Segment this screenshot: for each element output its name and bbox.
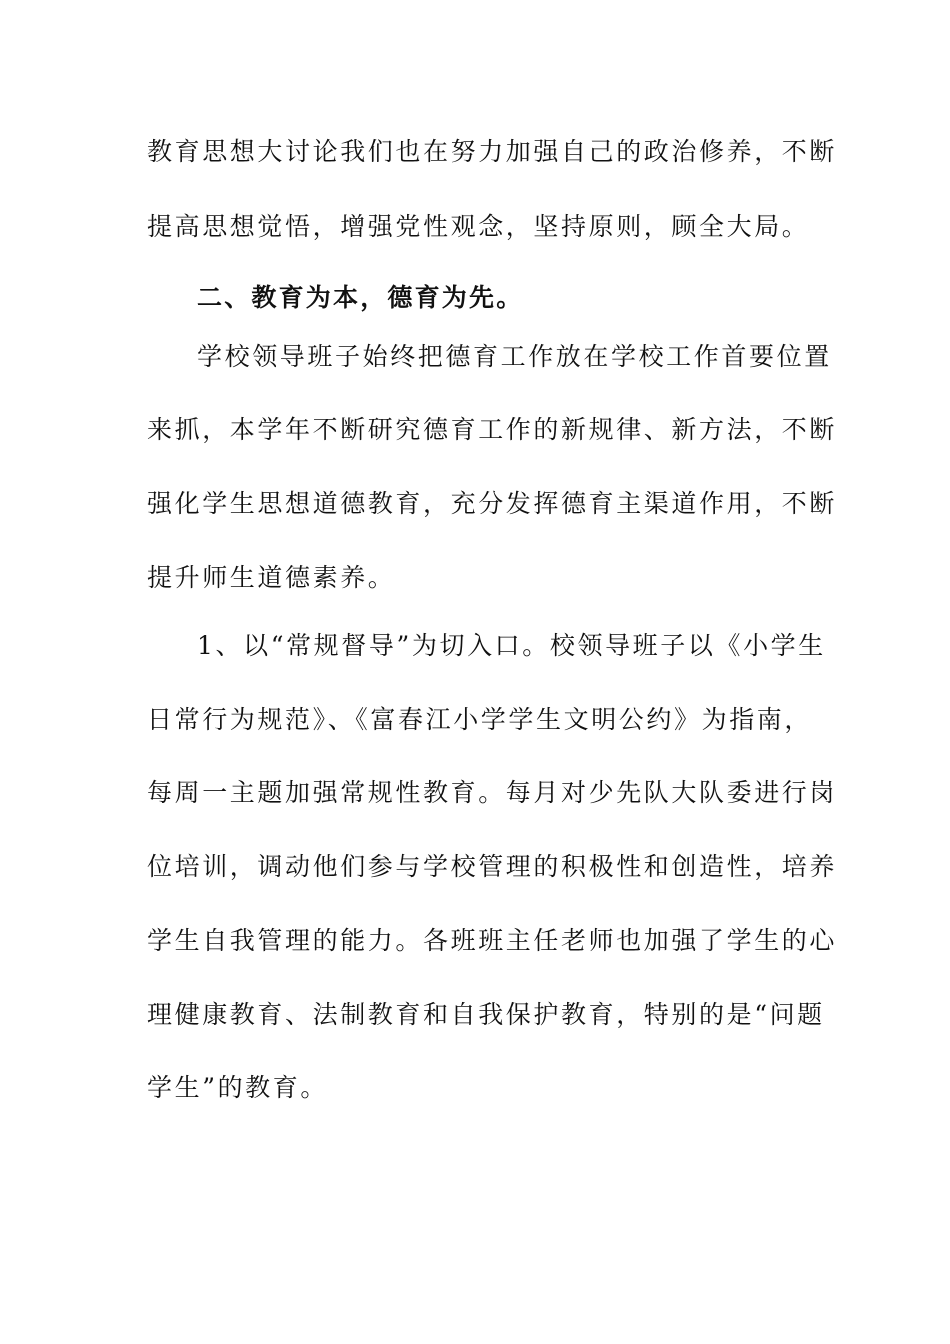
paragraph-line: 1、以“常规督导”为切入口。校领导班子以《小学生 (197, 631, 826, 660)
paragraph-line: 教育思想大讨论我们也在努力加强自己的政治修养，不断 (147, 137, 838, 166)
paragraph-line: 强化学生思想道德教育，充分发挥德育主渠道作用，不断 (147, 489, 838, 518)
paragraph-line: 每周一主题加强常规性教育。每月对少先队大队委进行岗 (147, 778, 838, 807)
paragraph-line: 学生自我管理的能力。各班班主任老师也加强了学生的心 (147, 926, 838, 955)
paragraph-line: 学生”的教育。 (147, 1073, 328, 1102)
paragraph-line: 提高思想觉悟，增强党性观念，坚持原则，顾全大局。 (147, 212, 810, 241)
paragraph-line: 学校领导班子始终把德育工作放在学校工作首要位置 (197, 342, 832, 371)
section-heading: 二、教育为本，德育为先。 (197, 283, 524, 312)
paragraph-line: 位培训，调动他们参与学校管理的积极性和创造性，培养 (147, 852, 838, 881)
paragraph-line: 来抓，本学年不断研究德育工作的新规律、新方法，不断 (147, 415, 838, 444)
paragraph-line: 提升师生道德素养。 (147, 563, 396, 592)
paragraph-line: 日常行为规范》、《富春江小学学生文明公约》为指南， (147, 705, 813, 734)
paragraph-line: 理健康教育、法制教育和自我保护教育，特别的是“问题 (147, 1000, 825, 1029)
